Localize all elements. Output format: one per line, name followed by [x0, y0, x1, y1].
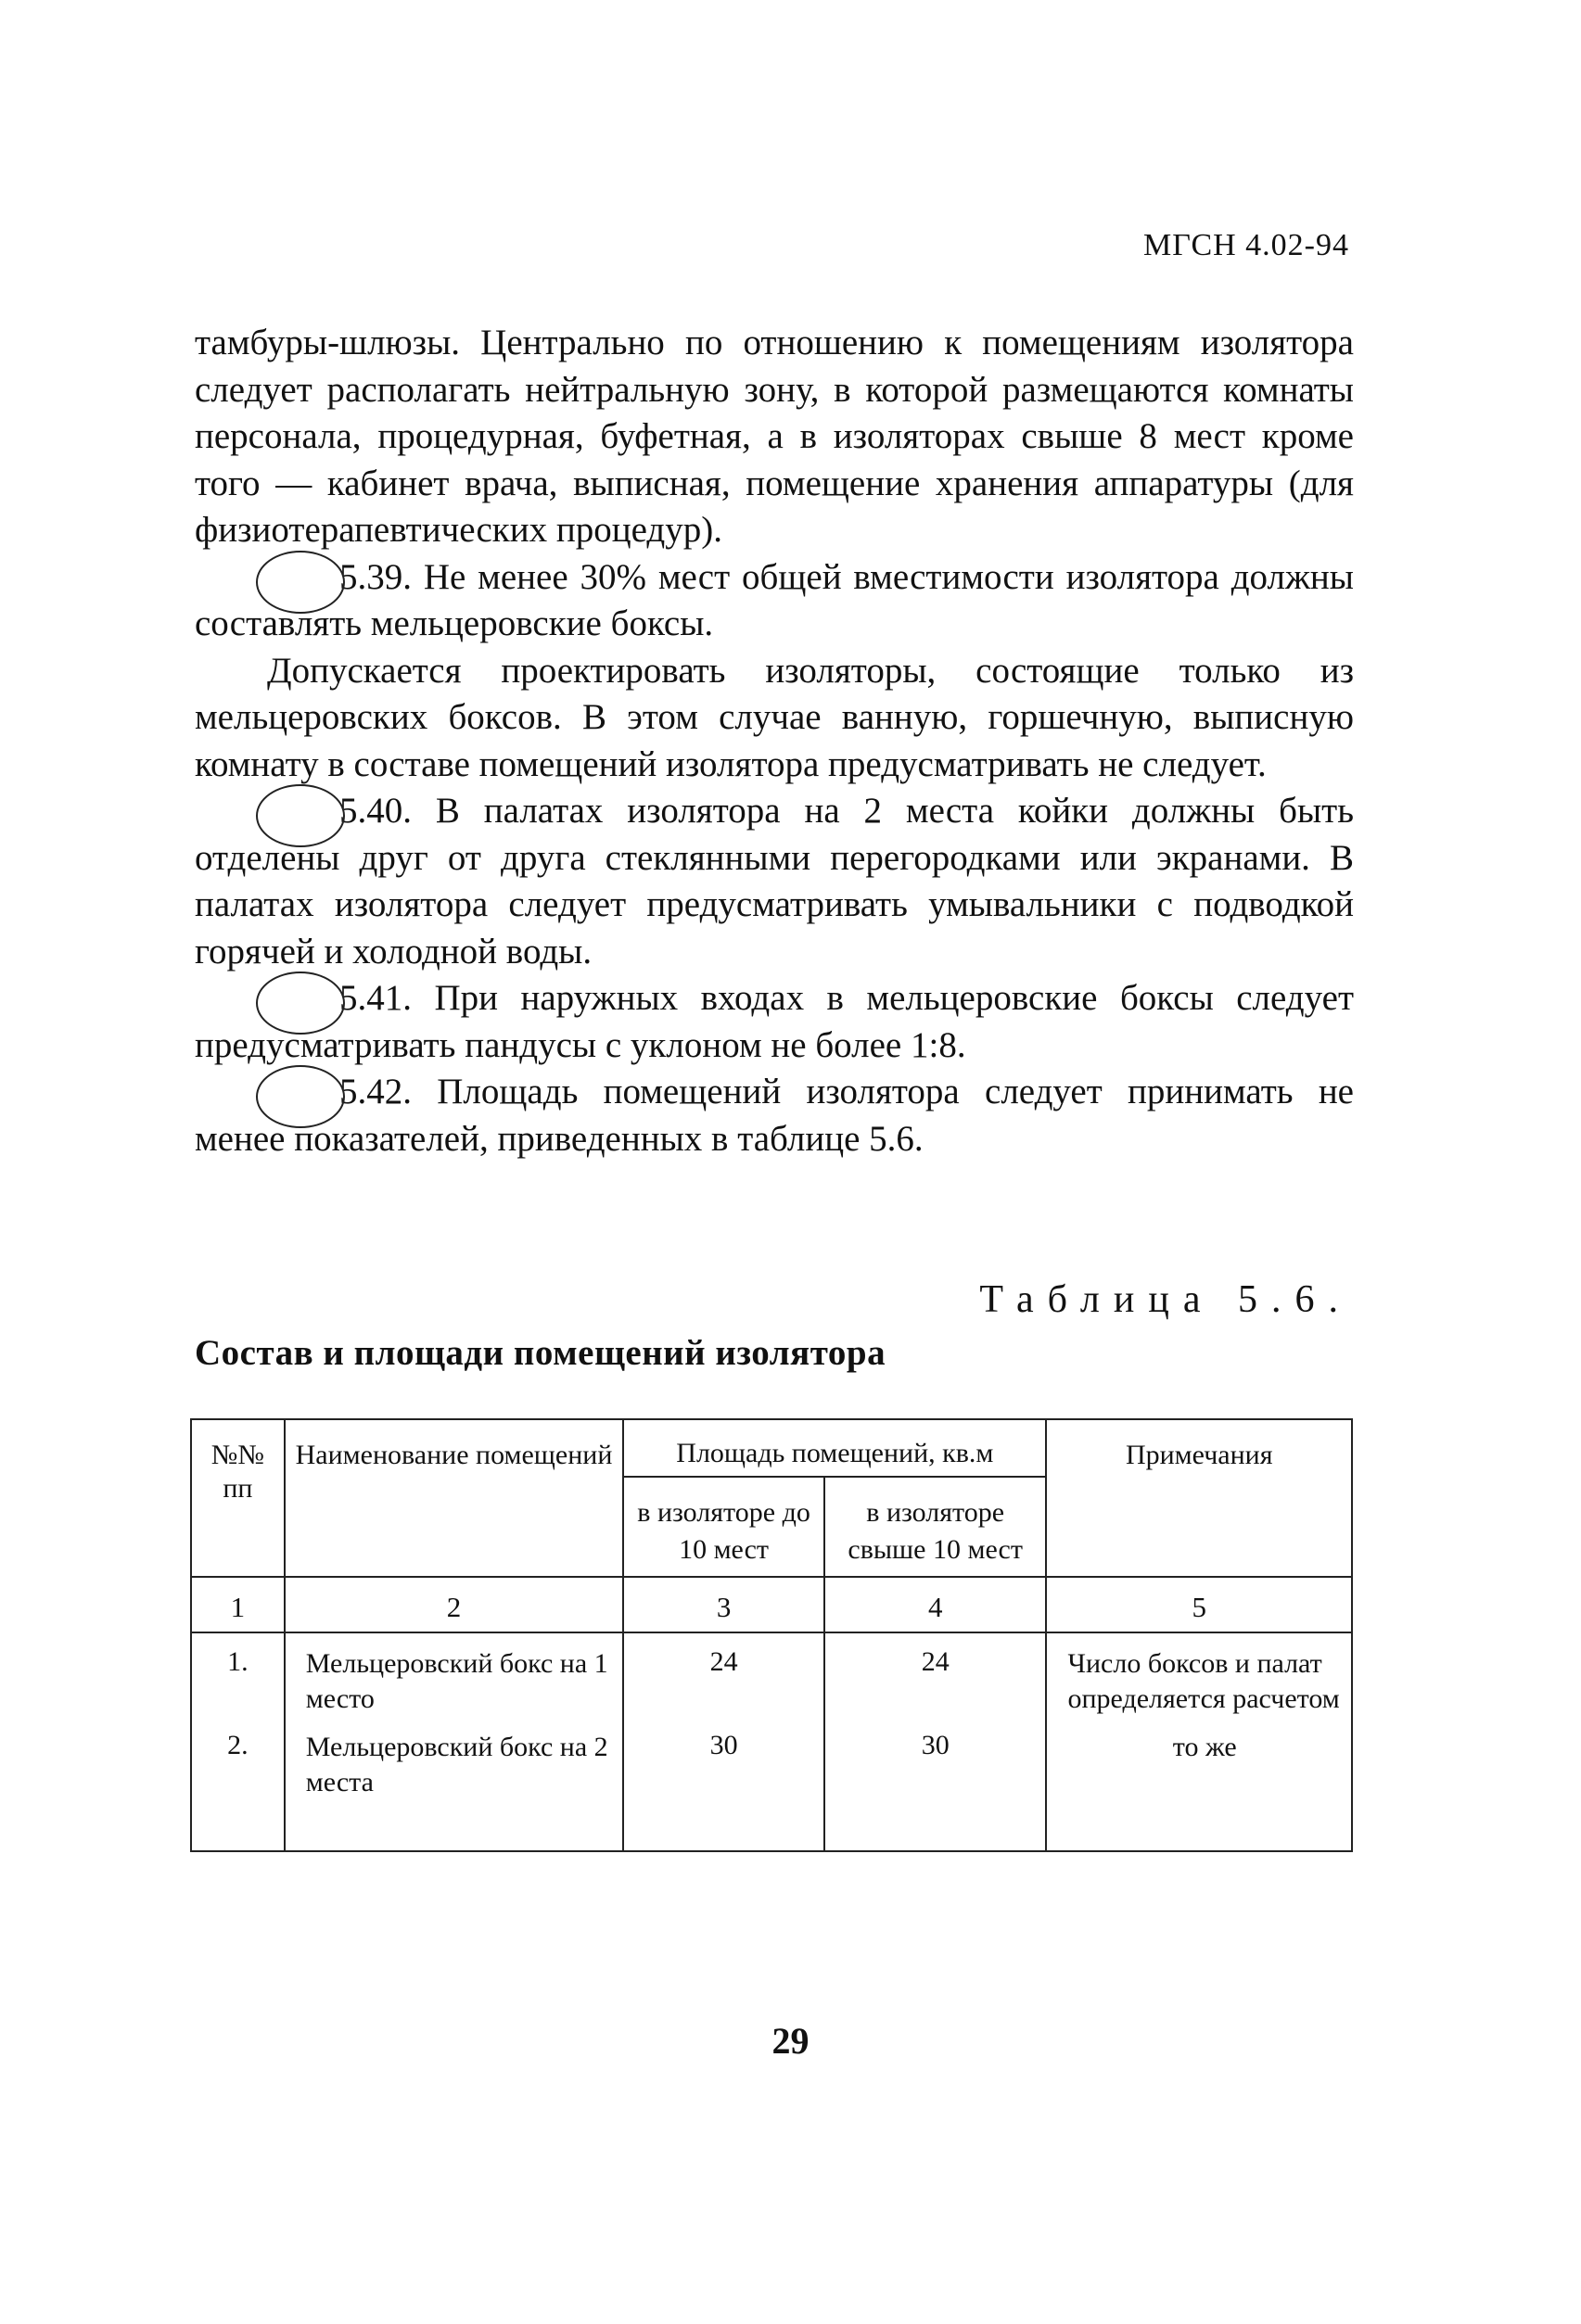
paragraph-text: В палатах изолятора на 2 места койки должны быть отделены друг от друга стеклянными перегородками или экранами. В палатах изолятора следует предусматривать умывальники с подводкой горячей и холодной воды. — [195, 791, 1355, 972]
table-header-row — [191, 1419, 1352, 1477]
area-small: 30 — [623, 1717, 824, 1851]
paragraph-boxes-only — [195, 648, 1354, 789]
paragraph-number: 5.39. — [267, 554, 412, 602]
header-room-name: Наименование помещений — [285, 1419, 623, 1577]
row-note: Число боксов и палат определяется расчетом — [1046, 1632, 1352, 1717]
row-note: то же — [1046, 1717, 1352, 1851]
header-area-small: в изоляторе до 10 мест — [623, 1477, 824, 1577]
paragraph-number: 5.42. — [267, 1069, 412, 1116]
room-name: Мельцеровский бокс на 2 места — [285, 1717, 623, 1851]
paragraph-number: 5.40. — [267, 788, 412, 835]
paragraph-5-42 — [195, 1069, 1354, 1162]
document-code: МГСН 4.02-94 — [1143, 228, 1349, 262]
paragraph-5-40 — [195, 788, 1354, 975]
page-number: 29 — [771, 2020, 810, 2062]
room-name: Мельцеровский бокс на 1 место — [285, 1632, 623, 1717]
area-large: 24 — [824, 1632, 1047, 1717]
column-number: 1 — [191, 1577, 285, 1632]
table-caption: Таблица 5.6. — [979, 1278, 1352, 1321]
paragraph-intro — [195, 320, 1354, 554]
rooms-area-table — [190, 1418, 1353, 1852]
column-number: 5 — [1046, 1577, 1352, 1632]
row-number: 1. — [191, 1632, 285, 1717]
column-numbers-row — [191, 1577, 1352, 1632]
area-large: 30 — [824, 1717, 1047, 1851]
table-row — [191, 1632, 1352, 1717]
table-row — [191, 1717, 1352, 1851]
header-number: №№ пп — [191, 1419, 285, 1577]
paragraph-text: При наружных входах в мельцеровские боксы следует предусматривать пандусы с уклоном не более 1:8. — [195, 978, 1354, 1065]
paragraph-5-41 — [195, 975, 1354, 1069]
header-area: Площадь помещений, кв.м — [623, 1419, 1046, 1477]
area-small: 24 — [623, 1632, 824, 1717]
paragraph-5-39 — [195, 554, 1354, 648]
paragraph-text: Не менее 30% мест общей вместимости изолятора должны составлять мельцеровские боксы. — [195, 556, 1354, 643]
column-number: 2 — [285, 1577, 623, 1632]
paragraph-text: Площадь помещений изолятора следует принимать не менее показателей, приведенных в таблице 5.6. — [195, 1072, 1354, 1159]
paragraph-text: Допускается проектировать изоляторы, состоящие только из мельцеровских боксов. В этом случае ванную, горшечную, выписную комнату в составе помещений изолятора предусматривать не следует. — [195, 650, 1354, 784]
column-number: 3 — [623, 1577, 824, 1632]
column-number: 4 — [824, 1577, 1047, 1632]
header-area-large: в изоляторе свыше 10 мест — [824, 1477, 1047, 1577]
body-text — [195, 320, 1354, 1162]
row-number: 2. — [191, 1717, 285, 1851]
paragraph-text: тамбуры-шлюзы. Центрально по отношению к помещениям изолятора следует располагать нейтральную зону, в которой размещаются комнаты персонала, процедурная, буфетная, а в изоляторах свыше 8 мест кроме того — кабинет врача, выписная, помещение хранения аппаратуры (для физиотерапевтических процедур). — [195, 323, 1354, 550]
header-notes: Примечания — [1046, 1419, 1352, 1577]
table-title: Состав и площади помещений изолятора — [195, 1333, 886, 1373]
paragraph-number: 5.41. — [267, 975, 412, 1022]
